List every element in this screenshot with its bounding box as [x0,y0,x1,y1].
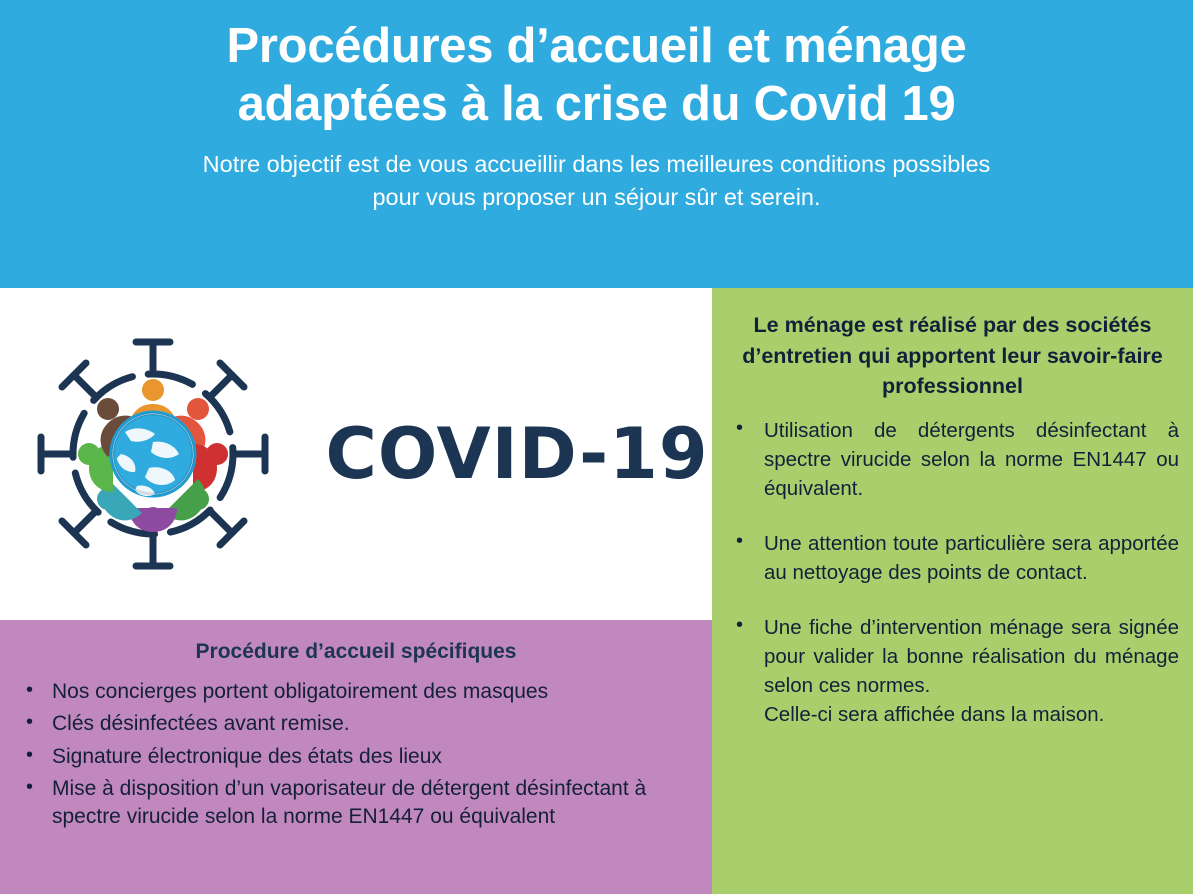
page-title-line-2: adaptées à la crise du Covid 19 [237,76,956,131]
list-item: • Signature électronique des états des lieux [14,743,698,771]
list-item: • Clés désinfectées avant remise. [14,710,698,738]
list-item-text: Une fiche d’intervention ménage sera signée pour valider la bonne réalisation du ménage selon ces normes. [764,616,1179,698]
page-title-line-1: Procédures d’accueil et ménage [226,19,967,73]
cleaning-procedures-title: Le ménage est réalisé par des sociétés d’entretien qui apportent leur savoir-faire professionnel [742,313,1163,399]
logo-panel [0,288,712,620]
welcome-procedures-section [0,620,712,894]
welcome-procedures-title: Procédure d’accueil spécifiques [195,640,517,663]
list-item: • Utilisation de détergents désinfectant à spectre virucide selon la norme EN1447 ou équivalent. [726,416,1179,503]
page-subtitle-line-2: pour vous proposer un séjour sûr et serein. [372,183,821,210]
list-item: • Nos concierges portent obligatoirement des masques [14,678,698,706]
list-item: • Une attention toute particulière sera apportée au nettoyage des points de contact. [726,529,1179,587]
cleaning-procedures-section [712,288,1193,894]
page-title [60,18,1133,134]
logo-lockup [3,304,708,604]
page-subtitle [60,148,1133,215]
page-subtitle-line-1: Notre objectif est de vous accueillir dans les meilleures conditions possibles [202,150,991,177]
list-item: • Mise à disposition d’un vaporisateur de détergent désinfectant à spectre virucide selon la norme EN1447 ou équivalent [14,775,698,832]
cleaning-procedures-list [726,416,1179,730]
welcome-procedures-list [14,678,698,832]
list-item [726,613,1179,729]
covid-wordmark: COVID-19 [325,413,709,495]
covid-virus-globe-people-icon [3,304,303,604]
cleaning-closing-note: Celle-ci sera affichée dans la maison. [764,703,1105,727]
header-banner [0,0,1193,288]
